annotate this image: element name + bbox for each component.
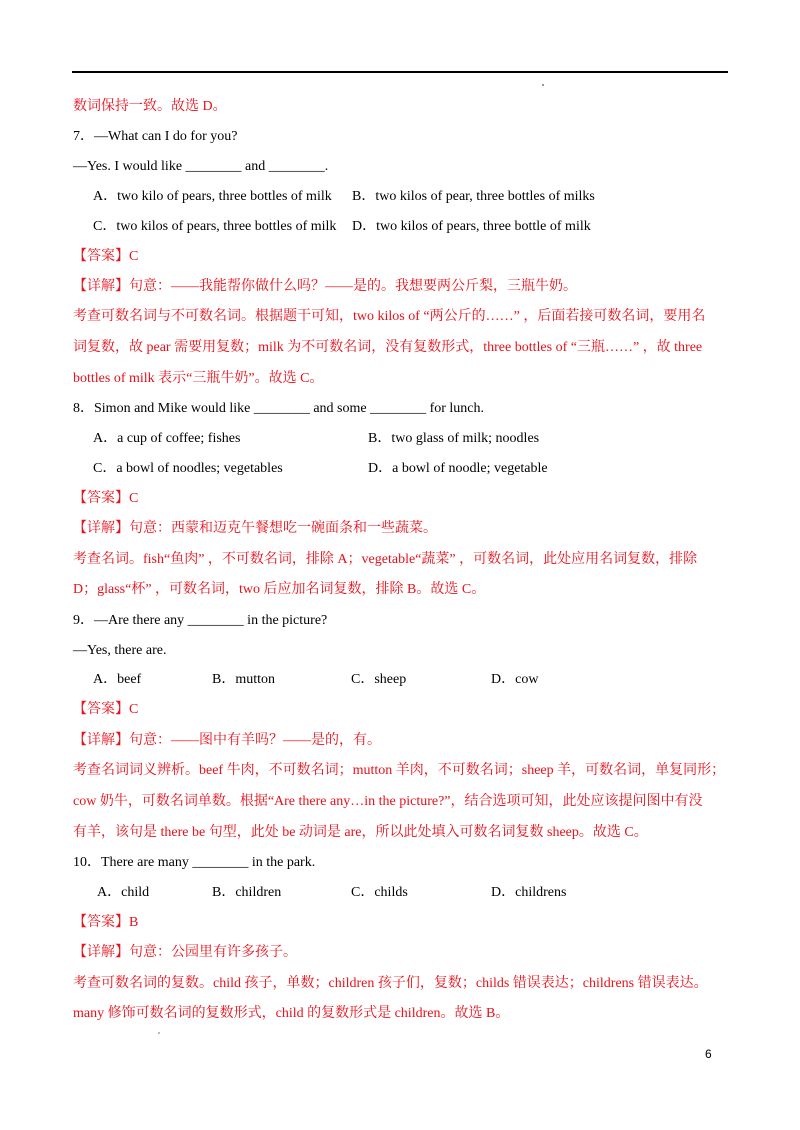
q10-option-d: D．childrens <box>491 885 567 900</box>
q9-stem2: —Yes, there are. <box>73 643 167 658</box>
q10-option-a: A．child <box>97 885 150 900</box>
page-number: 6 <box>705 1047 712 1061</box>
q10-option-c: C．childs <box>351 885 408 900</box>
q7-option-b: B．two kilos of pear, three bottles of milks <box>352 189 595 204</box>
q10-detail: many 修饰可数名词的复数形式，child 的复数形式是 children。故选 B。 <box>73 1006 510 1021</box>
q9-detail: 【详解】句意：——图中有羊吗？——是的，有。 <box>73 733 381 748</box>
q7-answer: 【答案】C <box>73 249 139 264</box>
q7-option-d: D．two kilos of pears, three bottle of milk <box>352 219 591 234</box>
q10-detail: 【详解】句意：公园里有许多孩子。 <box>73 945 297 960</box>
q8-option-b: B．two glass of milk; noodles <box>368 431 540 446</box>
q8-detail: 考查名词。fish“鱼肉” ，不可数名词，排除 A；vegetable“蔬菜” ，可数名词，此处应用名词复数，排除 <box>73 552 698 567</box>
q10-detail: 考查可数名词的复数。child 孩子，单数；children 孩子们，复数；childs 错误表达；childrens 错误表达。 <box>73 976 708 991</box>
q8-stem: 8．Simon and Mike would like ________ and some ________ for lunch. <box>73 401 485 416</box>
speck <box>158 1032 160 1034</box>
q9-stem: 9．—Are there any ________ in the picture? <box>73 613 328 628</box>
q8-answer: 【答案】C <box>73 491 139 506</box>
q10-answer: 【答案】B <box>73 915 139 930</box>
q7-stem2: —Yes. I would like ________ and ________. <box>73 159 329 174</box>
q7-detail: 词复数，故 pear 需要用复数；milk 为不可数名词，没有复数形式，three bottles of “三瓶……” ，故 three <box>73 340 703 355</box>
q8-detail: D；glass“杯” ，可数名词，two 后应加名词复数，排除 B。故选 C。 <box>73 582 486 597</box>
q7-detail: 【详解】句意：——我能帮你做什么吗？——是的。我想要两公斤梨，三瓶牛奶。 <box>73 279 577 294</box>
header-rule <box>72 71 728 73</box>
q10-stem: 10．There are many ________ in the park. <box>73 855 316 870</box>
q7-stem: 7．—What can I do for you? <box>73 129 238 144</box>
q9-option-b: B．mutton <box>212 672 276 687</box>
q9-option-d: D．cow <box>491 672 539 687</box>
q7-option-c: C．two kilos of pears, three bottles of milk <box>93 219 337 234</box>
q7-option-a: A．two kilo of pears, three bottles of milk <box>93 189 332 204</box>
q7-detail: 考查可数名词与不可数名词。根据题干可知，two kilos of “两公斤的……” ，后面若接可数名词，要用名 <box>73 309 706 324</box>
q9-detail: 有羊，该句是 there be 句型，此处 be 动词是 are，所以此处填入可数名词复数 sheep。故选 C。 <box>73 825 648 840</box>
q9-option-a: A．beef <box>93 672 142 687</box>
q10-option-b: B．children <box>212 885 282 900</box>
q8-option-d: D．a bowl of noodle; vegetable <box>368 461 548 476</box>
q8-option-c: C．a bowl of noodles; vegetables <box>93 461 283 476</box>
q9-detail: cow 奶牛，可数名词单数。根据“Are there any…in the picture?”，结合选项可知，此处应该提问图中有没 <box>73 794 703 809</box>
q7-detail: bottles of milk 表示“三瓶牛奶”。故选 C。 <box>73 371 324 386</box>
q9-option-c: C．sheep <box>351 672 407 687</box>
q9-detail: 考查名词词义辨析。beef 牛肉，不可数名词；mutton 羊肉，不可数名词；sheep 羊，可数名词，单复同形； <box>73 763 726 778</box>
q8-detail: 【详解】句意：西蒙和迈克午餐想吃一碗面条和一些蔬菜。 <box>73 521 437 536</box>
continuation-text: 数词保持一致。故选 D。 <box>73 99 227 114</box>
q8-option-a: A．a cup of coffee; fishes <box>93 431 241 446</box>
q9-answer: 【答案】C <box>73 702 139 717</box>
speck <box>542 84 544 86</box>
